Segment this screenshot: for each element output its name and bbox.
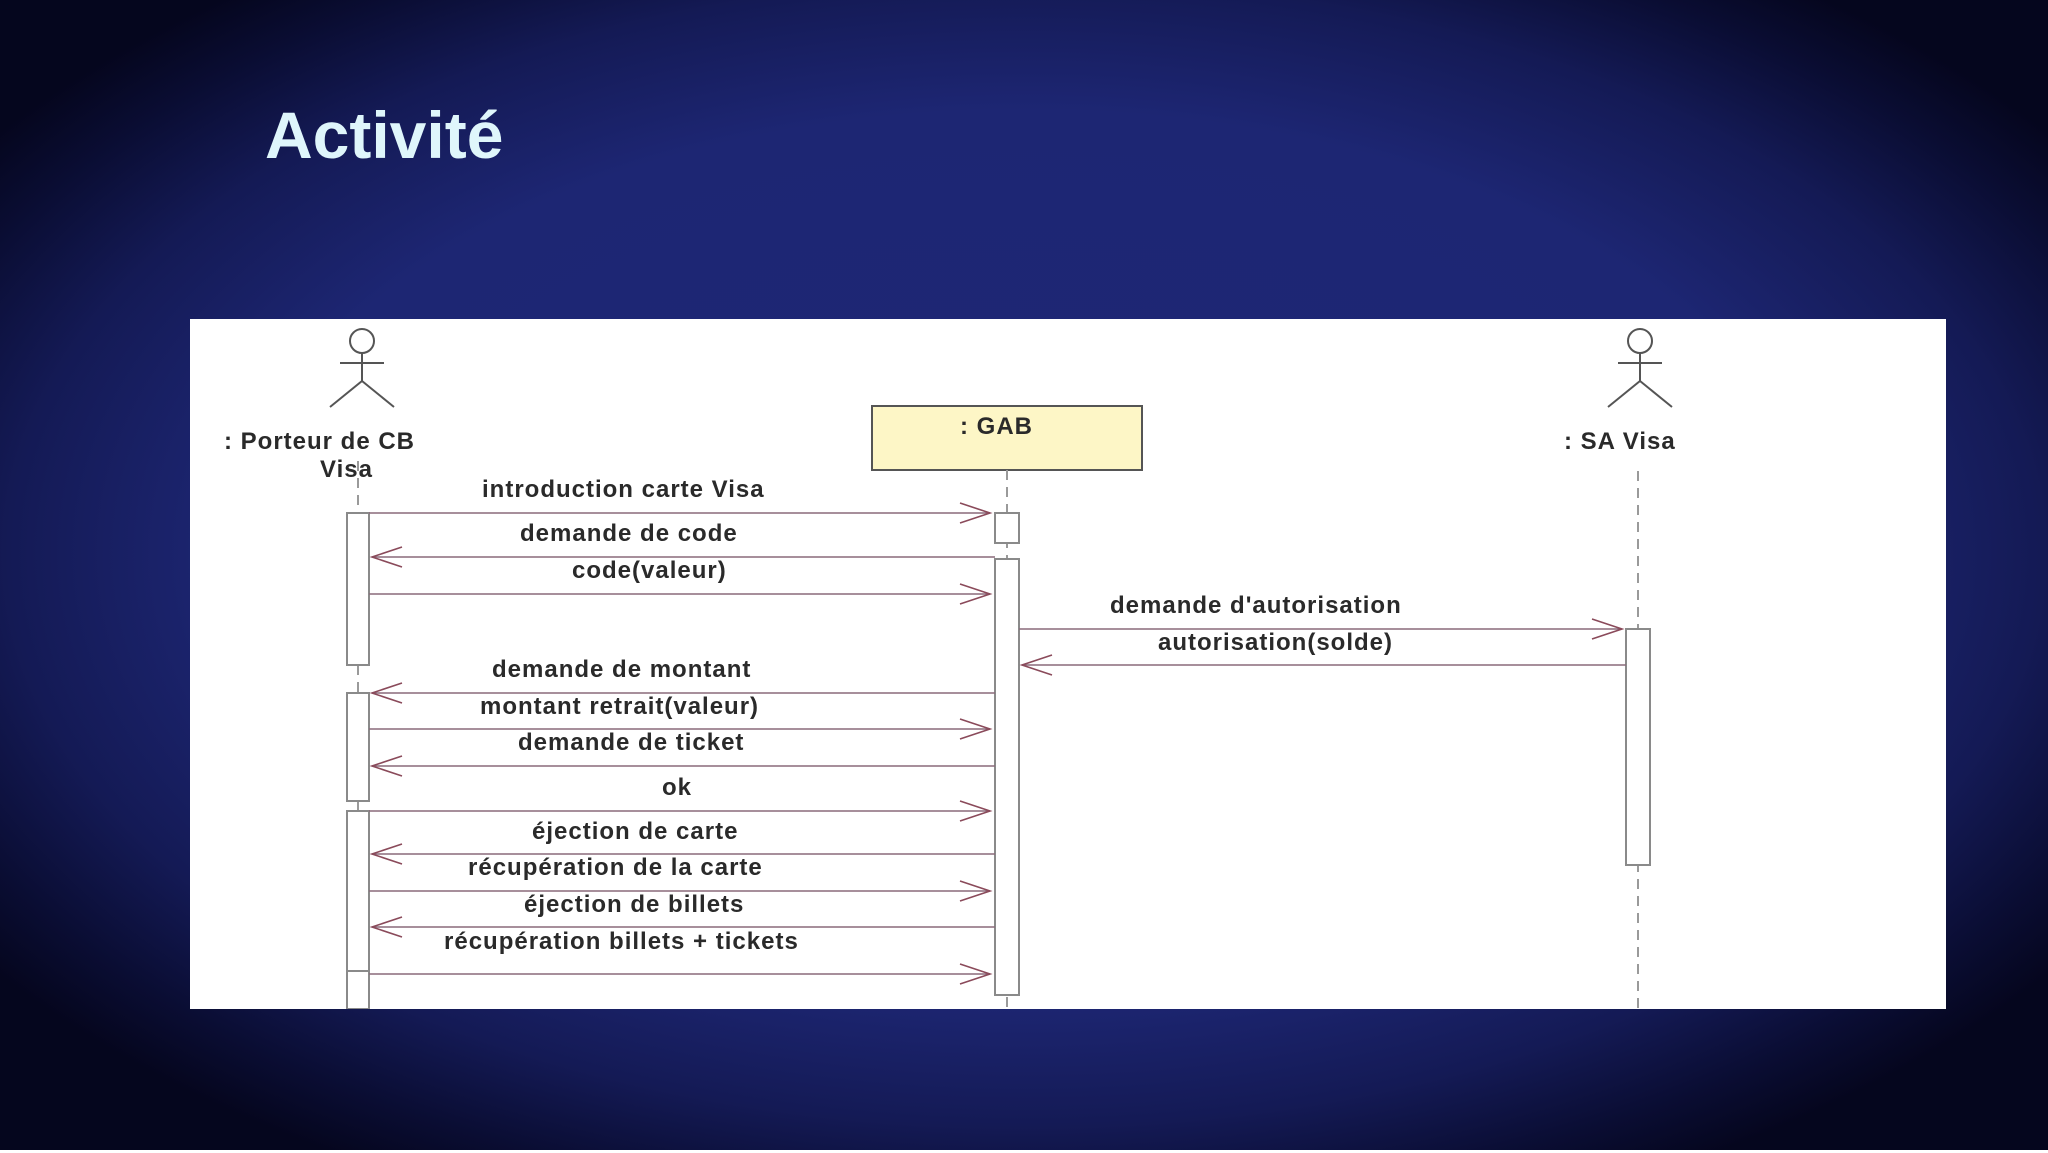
message-label: demande d'autorisation <box>1110 592 1402 619</box>
message-label: montant retrait(valeur) <box>480 693 760 720</box>
activation-porteur-1 <box>347 513 369 665</box>
slide-title: Activité <box>265 98 504 172</box>
actor-sa-visa-label: : SA Visa <box>1564 428 1676 455</box>
message-arrow <box>369 584 990 604</box>
activation-gab-1 <box>995 513 1019 543</box>
message-label: éjection de carte <box>532 818 739 845</box>
message-arrow <box>372 756 995 776</box>
actor-porteur-label-line2: Visa <box>320 456 373 483</box>
activation-sa-visa <box>1626 629 1650 865</box>
message-label: demande de ticket <box>518 729 745 756</box>
message-label: code(valeur) <box>572 557 727 584</box>
message-label: éjection de billets <box>524 891 745 918</box>
actor-porteur-icon <box>330 329 394 407</box>
sequence-diagram <box>190 319 1946 1009</box>
activation-gab-2 <box>995 559 1019 995</box>
message-arrow <box>1022 655 1626 675</box>
activation-porteur-2 <box>347 693 369 801</box>
actor-porteur-label: : Porteur de CB <box>224 428 416 455</box>
gab-object-label: : GAB <box>960 413 1033 440</box>
message-label: ok <box>662 774 693 801</box>
message-label: demande de code <box>520 520 738 547</box>
message-label: demande de montant <box>492 656 752 683</box>
message-label: autorisation(solde) <box>1158 629 1394 656</box>
activation-porteur-3 <box>347 811 369 971</box>
sequence-diagram-svg <box>190 319 1946 1009</box>
activation-porteur-4 <box>347 971 369 1009</box>
message-label: introduction carte Visa <box>482 476 765 503</box>
message-label: récupération billets + tickets <box>444 928 799 955</box>
message-label: récupération de la carte <box>468 854 763 881</box>
actor-sa-visa-icon <box>1608 329 1672 407</box>
message-arrow <box>369 964 990 984</box>
